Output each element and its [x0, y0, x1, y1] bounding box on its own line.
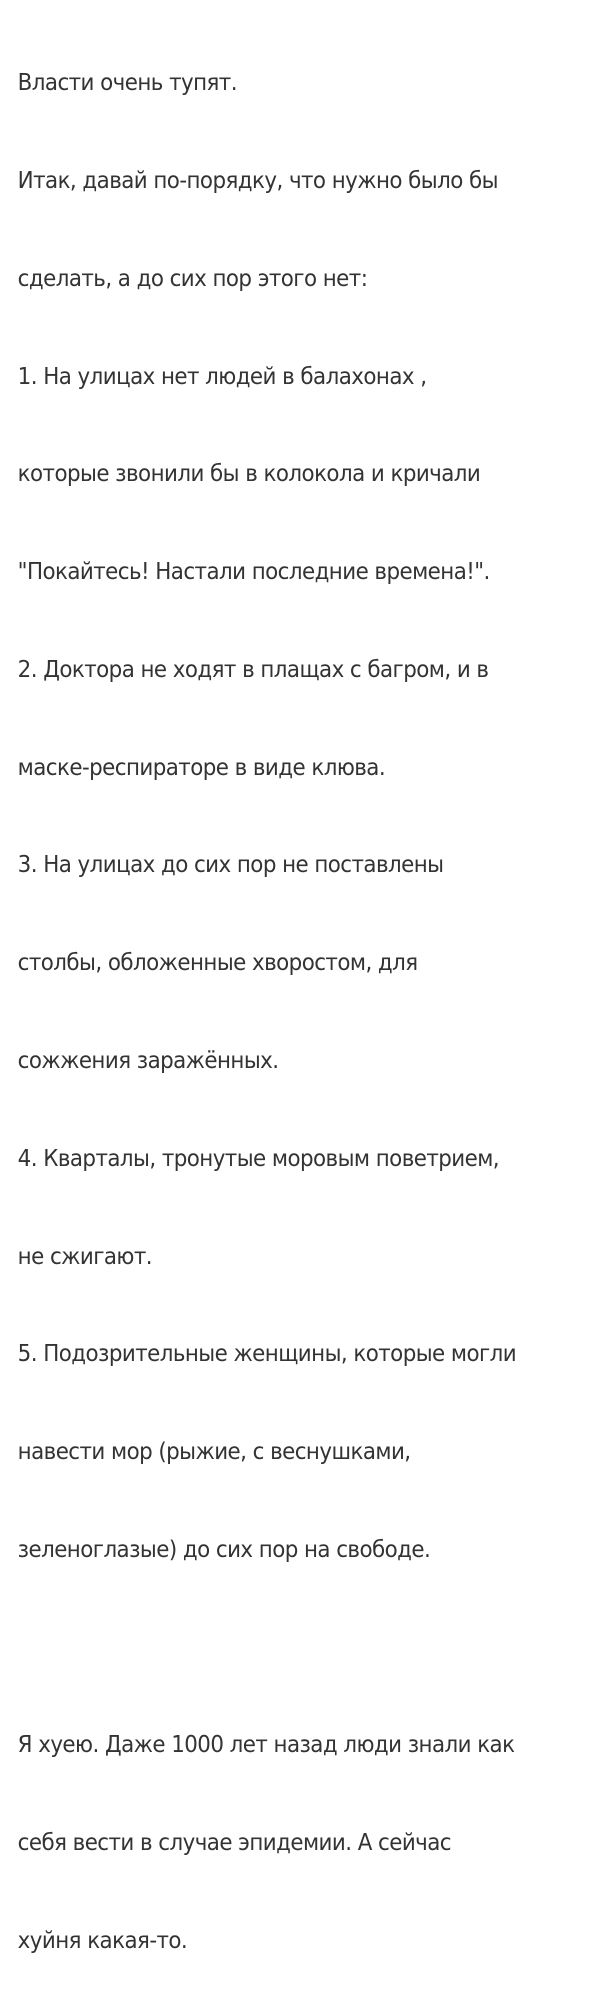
- text-line: Власти очень тупят.: [17, 70, 237, 97]
- list-item-1-line: 1. На улицах нет людей в балахонах ,: [17, 363, 427, 390]
- list-item-3-line: 3. На улицах до сих пор не поставлены: [17, 852, 444, 879]
- conclusion-line: Я хуею. Даже 1000 лет назад люди знали как: [17, 1732, 515, 1759]
- list-item-5-line: навести мор (рыжие, с веснушками,: [17, 1439, 411, 1466]
- list-item-5-line: зеленоглазые) до сих пор на свободе.: [17, 1536, 431, 1563]
- list-item-1-line: которые звонили бы в колокола и кричали: [17, 461, 481, 488]
- list-item-4-line: 4. Кварталы, тронутые моровым поветрием,: [17, 1145, 500, 1172]
- conclusion-line: себя вести в случае эпидемии. А сейчас: [17, 1830, 452, 1857]
- text-line: Итак, давай по-порядку, что нужно было бы: [17, 167, 498, 194]
- list-item-2-line: маске-респираторе в виде клюва.: [17, 754, 386, 781]
- paragraph-gap: [18, 1632, 563, 1665]
- list-item-2-line: 2. Доктора не ходят в плащах с багром, и в: [17, 656, 489, 683]
- text-line: сделать, а до сих пор этого нет:: [17, 265, 368, 292]
- conclusion-line: хуйня какая-то.: [17, 1928, 188, 1955]
- list-item-1-line: "Покайтесь! Настали последние времена!".: [17, 559, 490, 586]
- list-item-3-line: сожжения заражённых.: [17, 1048, 279, 1074]
- list-item-3-line: столбы, обложенные хворостом, для: [17, 950, 418, 977]
- list-item-4-line: не сжигают.: [17, 1243, 153, 1270]
- list-item-5-line: 5. Подозрительные женщины, которые могли: [17, 1341, 517, 1368]
